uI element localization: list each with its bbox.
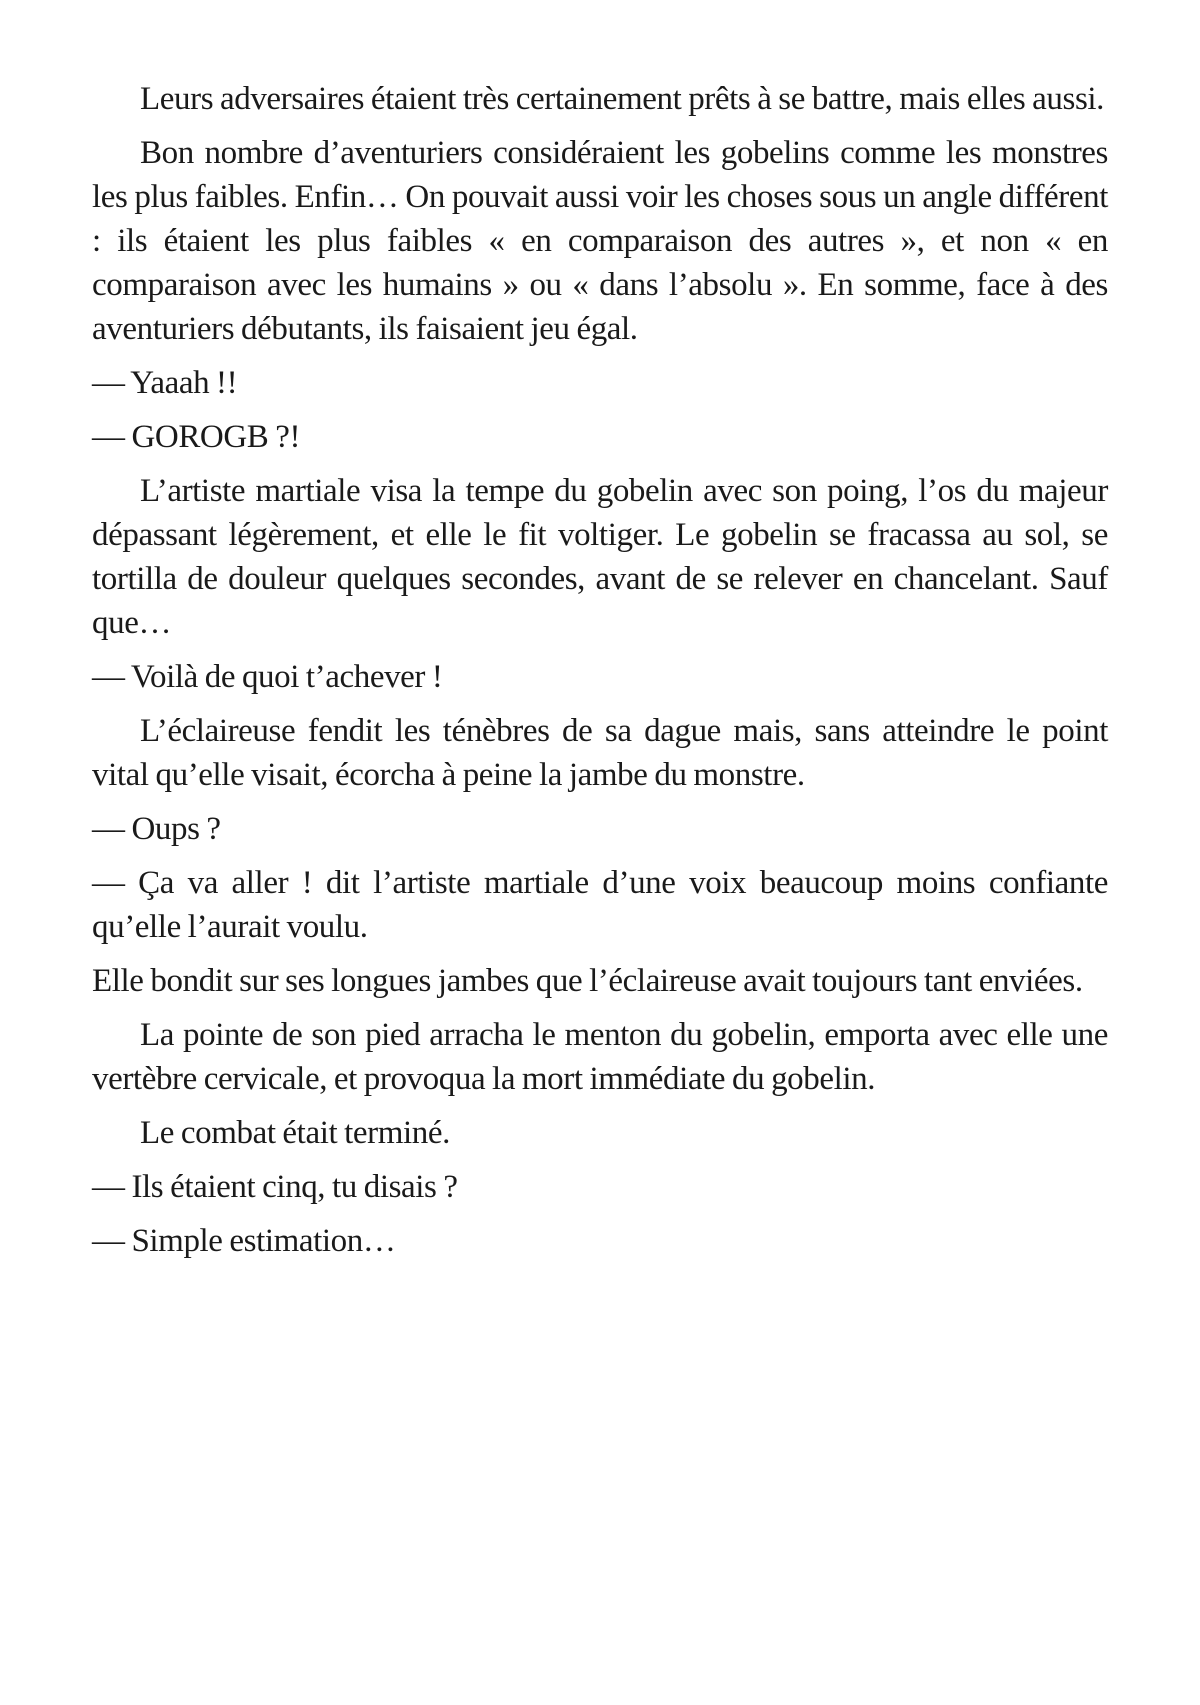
paragraph-narration: La pointe de son pied arracha le menton du gobelin, emporta avec elle une vertèbre cervicale, et provoqua la mort immédiate du gobelin. [92,1017,1108,1097]
paragraph-narration: L’éclaireuse fendit les ténèbres de sa dague mais, sans atteindre le point vital qu’elle visait, écorcha à peine la jambe du monstre. [92,713,1108,793]
paragraph-narration: Leurs adversaires étaient très certainement prêts à se battre, mais elles aussi. [140,81,1104,117]
paragraph-narration: Bon nombre d’aventuriers considéraient les gobelins comme les monstres les plus faibles. Enfin… On pouvait aussi voir les choses sous un angle différent : ils étaient les plus faibles « en comparaison des autres », et non « en comparaison avec les humains » ou « dans l’absolu ». En somme, face à des aventuriers débutants, ils faisaient jeu égal. [92,135,1108,347]
paragraph-dialogue: — Ils étaient cinq, tu disais ? [92,1169,458,1205]
paragraph-narration: L’artiste martiale visa la tempe du gobelin avec son poing, l’os du majeur dépassant légèrement, et elle le fit voltiger. Le gobelin se fracassa au sol, se tortilla de douleur quelques secondes, avant de se relever en chancelant. Sauf que… [92,473,1108,641]
paragraph-dialogue: — Voilà de quoi t’achever ! [92,659,443,695]
paragraph-dialogue: — Ça va aller ! dit l’artiste martiale d’une voix beaucoup moins confiante qu’elle l’aurait voulu. [92,865,1108,945]
paragraph-dialogue: — Yaaah !! [92,365,238,401]
book-page [92,77,1108,1273]
paragraph-narration: Le combat était terminé. [140,1115,450,1151]
paragraph-dialogue: — GOROGB ?! [92,419,301,455]
paragraph-dialogue: — Simple estimation… [92,1223,396,1259]
paragraph-dialogue: — Oups ? [92,811,221,847]
paragraph-unindented: Elle bondit sur ses longues jambes que l’éclaireuse avait toujours tant enviées. [92,963,1083,999]
